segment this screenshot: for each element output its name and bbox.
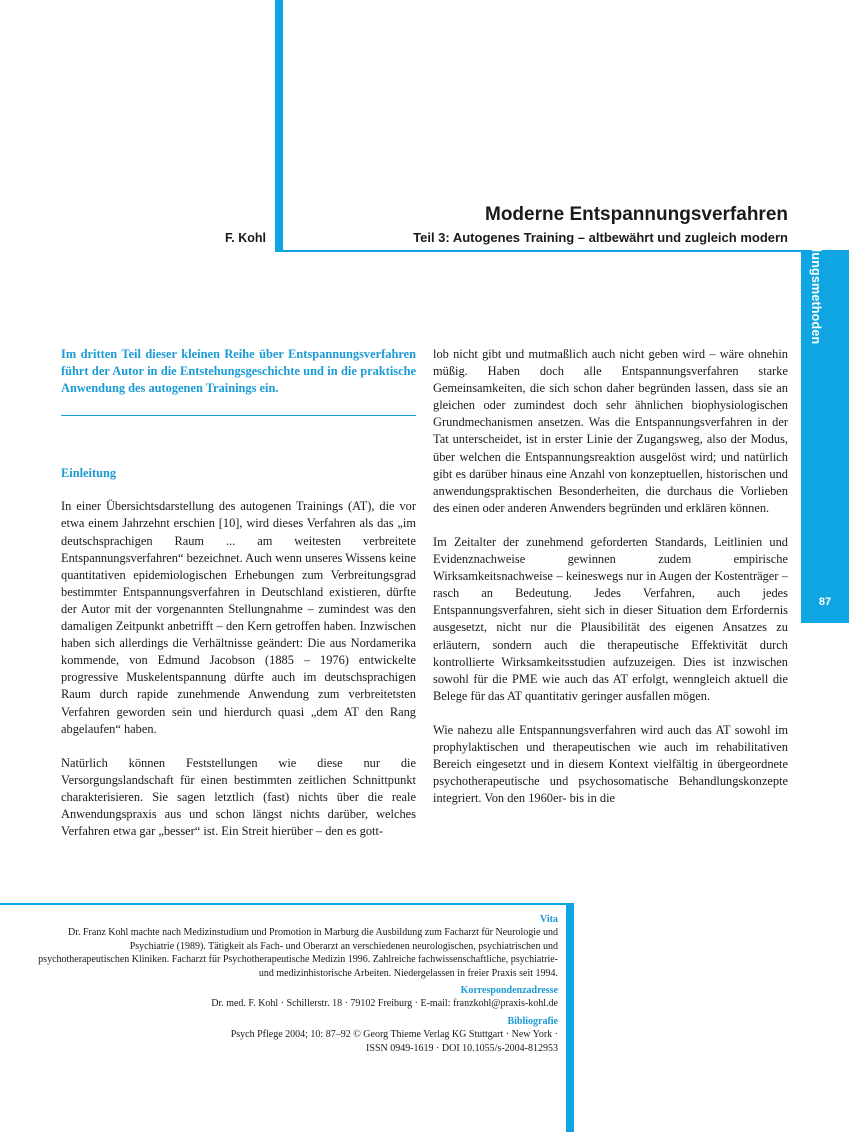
author-name: F. Kohl (225, 231, 266, 245)
correspondence-heading: Korrespondenzadresse (460, 985, 558, 997)
vita-text: Dr. Franz Kohl machte nach Medizinstudium und Promotion in Marburg die Ausbildung zum Facharzt für Neurologie und Psychiatrie (1989). Tätigkeit als Fach- und Oberarzt an verschiedenen neurologischen, psychiatrischen und psychotherapeutischen Kliniken. Facharzt für Psychotherapeutische Medizin 1996. Zahlreiche fachwissenschaftliche, psychiatrie- und medizinhistorische Arbeiten. Niedergelassen in freier Praxis seit 1994. (38, 927, 558, 979)
left-column (61, 346, 416, 857)
article-title: Moderne Entspannungsverfahren (485, 204, 788, 225)
vita-block (38, 913, 558, 980)
footer-rule (0, 903, 574, 905)
correspondence-text: Dr. med. F. Kohl · Schillerstr. 18 · 79102 Freiburg · E-mail: franzkohl@praxis-kohl.de (211, 998, 558, 1010)
lead-divider (61, 415, 416, 416)
correspondence-block (38, 984, 558, 1011)
paragraph: lob nicht gibt und mutmaßlich auch nicht geben wird – wäre ohnehin müßig. Haben doch alle Entspannungsverfahren starke Gemeinsamkeiten, die sich schon daher begründen lassen, dass sie an gleichen oder zumindest doch sehr ähnlichen biophysiologischen Grundmechanismen ansetzen. Was die Entspannungsverfahren in der Tat unterscheidet, ist in erster Linie der Zugangsweg, also der Modus, über welchen die Entspannungsreaktion ausgelöst wird; und natürlich gibt es darüber hinaus eine Anzahl von konzeptuellen, historischen und anwendungspraktischen Besonderheiten, die durchaus die Vorlieben des einen oder anderen Anwenders begründen und erklären können. (433, 347, 788, 515)
bibliography-line: ISSN 0949-1619 · DOI 10.1055/s-2004-812953 (366, 1042, 558, 1054)
bibliography-line: Psych Pflege 2004; 10: 87–92 © Georg Thieme Verlag KG Stuttgart · New York · (230, 1029, 558, 1041)
lead-text: Im dritten Teil dieser kleinen Reihe über Entspannungsverfahren führt der Autor in die Entstehungsgeschichte und in die praktische Anwendung des autogenen Trainings ein. (61, 347, 416, 396)
header-rule (283, 250, 849, 252)
footer-accent-bar (566, 903, 574, 1132)
vita-heading: Vita (540, 914, 558, 925)
section-heading: Einleitung (61, 466, 117, 481)
section-label-wrapper (807, 202, 825, 345)
footer-box (38, 913, 558, 1059)
paragraph: In einer Übersichtsdarstellung des autogenen Trainings (AT), die vor etwa einem Jahrzehnt erschien [10], wird dieses Verfahren als das „im deutschsprachigen Raum ... am weitesten verbreitete Entspannungsverfahren“ bezeichnet. Auch wenn unseres Wissens keine quantitativen epidemiologischen Erhebungen zum Verbreitungsgrad bestimmter Entspannungsverfahren in Deutschland existieren, dürfte der Autor mit der vorgenannten Stellungnahme – zumindest was den damaligen Zeitpunkt anbetrifft – den Kern getroffen haben. Inzwischen haben sich allerdings die Verhältnisse geändert: Die aus Nordamerika kommende, von Edmund Jacobson (1885 – 1976) entwickelte progressive Muskelentspannung dürfte auch im deutschsprachigen Raum durch rapide zunehmende Anwendung zum verbreitetsten Verfahren geworden sein und hierdurch quasi „dem AT den Rang abgelaufen“ haben. (61, 499, 416, 736)
header-accent-bar (275, 0, 283, 252)
bibliography-heading: Bibliografie (507, 1015, 558, 1027)
right-column (433, 346, 788, 824)
page-number: 87 (818, 596, 832, 608)
paragraph: Natürlich können Feststellungen wie diese nur die Versorgungslandschaft für einen bestimmten zeitlichen Schnittpunkt charakterisieren. Sie sagen letztlich (fast) nichts über die reale Anwendungspraxis aus und schon längst nichts darüber, welches Verfahren etwa gar „besser“ ist. Ein Streit hierüber – den es gott- (61, 755, 416, 839)
paragraph: Wie nahezu alle Entspannungsverfahren wird auch das AT sowohl im prophylaktischen und therapeutischen wie auch im rehabilitativen Bereich eingesetzt und in diesem Kontext vielfältig in übergeordnete psychotherapeutische und psychosomatische Behandlungskonzepte integriert. Von den 1960er- bis in die (433, 722, 788, 806)
article-subtitle: Teil 3: Autogenes Training – altbewährt und zugleich modern (413, 230, 788, 245)
bibliography-block (38, 1015, 558, 1055)
paragraph: Im Zeitalter der zunehmend geforderten Standards, Leitlinien und Evidenznachweise gewinnen zudem empirische Wirksamkeitsnachweise – keineswegs nur in Augen der Kostenträger – rasch an Bedeutung. Jedes Verfahren, auch jedes Entspannungsverfahren, sieht sich in dieser Situation dem Erfordernis ausgesetzt, nicht nur die Plausibilität des eigenen Ansatzes zu erläutern, sondern auch die therapeutische Effektivität durch kontrollierte Wirksamkeitsstudien aufzuzeigen. Dies ist inzwischen sowohl für die PME wie auch das AT erfolgt, wenngleich aktuell die Belege für das AT quantitativ geringer ausfallen mögen. (433, 534, 788, 703)
section-tab (801, 201, 849, 623)
section-label: Behandlungsmethoden (809, 201, 823, 345)
